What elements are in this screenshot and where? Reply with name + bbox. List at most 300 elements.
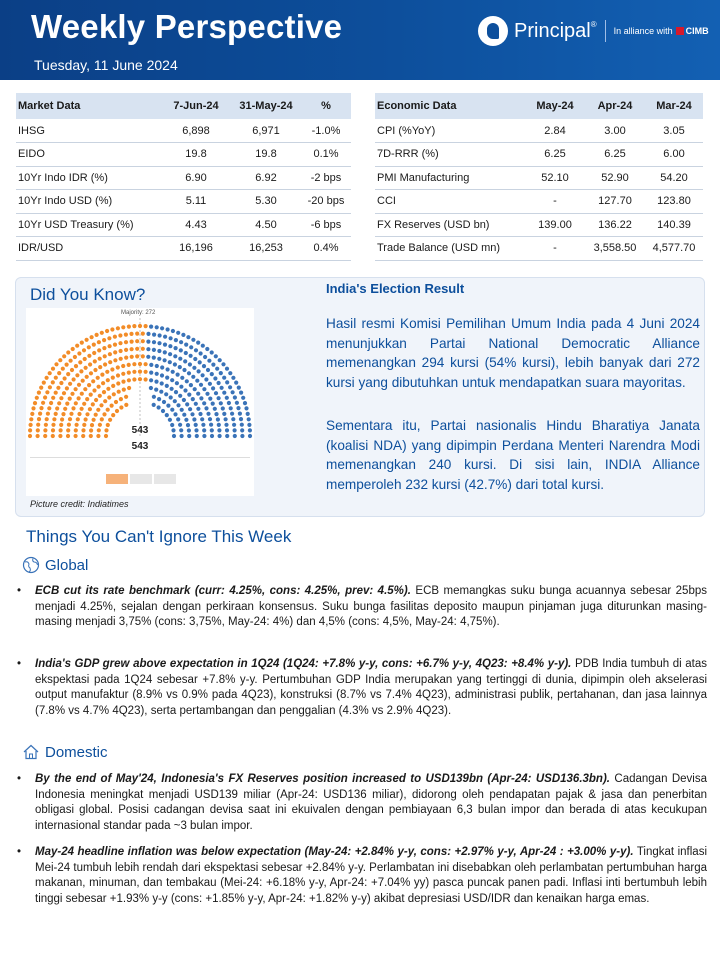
seat-dot	[172, 434, 176, 438]
seat-dot	[51, 380, 55, 384]
seat-dot	[220, 386, 224, 390]
seat-dot	[194, 428, 198, 432]
seat-dot	[165, 413, 169, 417]
seat-dot	[188, 407, 192, 411]
seat-dot	[149, 363, 153, 367]
seat-dot	[184, 343, 188, 347]
seat-dot	[98, 357, 102, 361]
seat-total-a: 543	[131, 425, 149, 436]
seat-dot	[58, 434, 62, 438]
seat-dot	[162, 400, 166, 404]
seat-dot	[124, 356, 128, 360]
seat-dot	[59, 381, 63, 385]
cimb-logo-icon	[676, 27, 684, 35]
seat-dot	[160, 365, 164, 369]
seat-dot	[234, 381, 238, 385]
seat-dot	[77, 396, 81, 400]
economic-row-label: FX Reserves (USD bn)	[375, 213, 525, 237]
seat-dot	[31, 406, 35, 410]
economic-row	[375, 166, 703, 190]
seat-dot	[231, 417, 235, 421]
seat-dot	[141, 354, 145, 358]
seat-dot	[214, 354, 218, 358]
seat-dot	[166, 367, 170, 371]
seat-dot	[43, 395, 47, 399]
seat-dot	[197, 369, 201, 373]
seat-dot	[171, 370, 175, 374]
seat-total-b: 543	[131, 441, 149, 452]
seat-dot	[236, 406, 240, 410]
seat-dot	[152, 333, 156, 337]
seat-dot	[91, 379, 95, 383]
seat-dot	[130, 355, 134, 359]
seat-dot	[171, 428, 175, 432]
seat-dot	[96, 434, 100, 438]
seat-dot	[35, 396, 39, 400]
market-cell: 0.4%	[301, 237, 351, 261]
seat-dot	[87, 345, 91, 349]
seat-dot	[33, 401, 37, 405]
seat-dot	[141, 332, 145, 336]
seat-dot	[219, 401, 223, 405]
seat-dot	[103, 362, 107, 366]
seat-dot	[28, 434, 32, 438]
seat-dot	[112, 392, 116, 396]
seat-dot	[51, 396, 55, 400]
seat-dot	[43, 428, 47, 432]
seat-dot	[248, 434, 252, 438]
seat-dot	[111, 384, 115, 388]
seat-dot	[41, 401, 45, 405]
economic-cell: 3.05	[645, 119, 703, 143]
seat-dot	[184, 351, 188, 355]
seat-dot	[193, 387, 197, 391]
seat-dot	[152, 340, 156, 344]
seat-dot	[69, 359, 73, 363]
seat-dot	[54, 391, 58, 395]
seat-dot	[138, 377, 142, 381]
seat-dot	[243, 401, 247, 405]
seat-dot	[45, 390, 49, 394]
seat-dot	[98, 394, 102, 398]
seat-dot	[92, 351, 96, 355]
economic-cell: 6.25	[525, 143, 585, 167]
seat-dot	[138, 370, 142, 374]
seat-dot	[183, 359, 187, 363]
seat-dot	[51, 428, 55, 432]
economic-cell: 52.10	[525, 166, 585, 190]
seat-dot	[116, 373, 120, 377]
seat-dot	[189, 383, 193, 387]
seat-dot	[110, 404, 114, 408]
seat-dot	[74, 434, 78, 438]
seat-dot	[205, 347, 209, 351]
seat-dot	[171, 329, 175, 333]
seat-dot	[206, 412, 210, 416]
seat-dot	[39, 406, 43, 410]
seat-dot	[182, 398, 186, 402]
seat-dot	[71, 406, 75, 410]
seat-dot	[116, 381, 120, 385]
seat-dot	[174, 390, 178, 394]
seat-dot	[155, 364, 159, 368]
seat-dot	[37, 417, 41, 421]
seat-dot	[225, 434, 229, 438]
seat-dot	[138, 362, 142, 366]
market-cell: 4.43	[161, 213, 231, 237]
seat-dot	[211, 386, 215, 390]
news-item	[17, 584, 707, 631]
market-row-label: 10Yr Indo IDR (%)	[16, 166, 161, 190]
seat-dot	[98, 423, 102, 427]
seat-dot	[194, 402, 198, 406]
col-header: Market Data	[16, 93, 161, 119]
seat-dot	[119, 397, 123, 401]
seat-dot	[127, 378, 131, 382]
seat-dot	[59, 396, 63, 400]
seat-dot	[240, 423, 244, 427]
seat-dot	[104, 428, 108, 432]
market-cell: -2 bps	[301, 166, 351, 190]
seat-dot	[225, 367, 229, 371]
seat-dot	[132, 362, 136, 366]
home-icon	[22, 743, 40, 761]
seat-dot	[61, 412, 65, 416]
seat-dot	[82, 423, 86, 427]
brand-name: Principal®	[514, 19, 597, 42]
seat-dot	[61, 367, 65, 371]
market-cell: -6 bps	[301, 213, 351, 237]
seat-dot	[69, 412, 73, 416]
seat-dot	[224, 417, 228, 421]
seat-dot	[201, 423, 205, 427]
seat-dot	[57, 401, 61, 405]
seat-dot	[157, 405, 161, 409]
seat-dot	[230, 412, 234, 416]
economic-cell: 4,577.70	[645, 237, 703, 261]
seat-dot	[225, 396, 229, 400]
seat-dot	[175, 381, 179, 385]
principal-logo-icon	[478, 16, 508, 46]
seat-dot	[214, 412, 218, 416]
seat-dot	[200, 417, 204, 421]
seat-dot	[122, 388, 126, 392]
seat-dot	[77, 383, 81, 387]
seat-dot	[79, 369, 83, 373]
seat-dot	[169, 395, 173, 399]
market-cell: 16,253	[231, 237, 301, 261]
bullet: •	[17, 773, 22, 785]
seat-dot	[187, 393, 191, 397]
seat-dot	[186, 423, 190, 427]
seat-dot	[96, 376, 100, 380]
seat-dot	[149, 325, 153, 329]
seat-dot	[65, 386, 69, 390]
seat-dot	[163, 335, 167, 339]
seat-dot	[201, 373, 205, 377]
seat-dot	[124, 395, 128, 399]
did-you-know-title: Did You Know?	[30, 285, 146, 304]
col-header: 7-Jun-24	[161, 93, 231, 119]
seat-dot	[92, 418, 96, 422]
global-section-heading	[22, 556, 88, 574]
market-row	[16, 166, 351, 190]
seat-dot	[94, 398, 98, 402]
seat-dot	[199, 396, 203, 400]
seat-dot	[173, 362, 177, 366]
seat-dot	[102, 412, 106, 416]
seat-dot	[99, 403, 103, 407]
seat-dot	[121, 372, 125, 376]
news-headline: India's GDP grew above expectation in 1Q24 (1Q24: +7.8% y-y, cons: +6.7% y-y, 4Q23: +8.4% y-y).	[35, 658, 572, 670]
seat-dot	[113, 350, 117, 354]
seat-dot	[208, 382, 212, 386]
seat-dot	[80, 341, 84, 345]
seat-dot	[214, 391, 218, 395]
seat-dot	[231, 390, 235, 394]
seat-dot	[199, 351, 203, 355]
seat-dot	[48, 385, 52, 389]
bullet: •	[17, 846, 22, 858]
seat-dot	[124, 348, 128, 352]
seat-dot	[187, 371, 191, 375]
seat-dot	[81, 379, 85, 383]
news-item	[17, 657, 707, 719]
seat-dot	[115, 409, 119, 413]
seat-dot	[95, 333, 99, 337]
seat-dot	[65, 402, 69, 406]
seat-dot	[103, 354, 107, 358]
market-cell: 6,971	[231, 119, 301, 143]
seat-dot	[164, 392, 168, 396]
seat-dot	[67, 423, 71, 427]
seat-dot	[74, 364, 78, 368]
seat-dot	[182, 368, 186, 372]
seat-dot	[176, 403, 180, 407]
news-headline: May-24 headline inflation was below expectation (May-24: +2.84% y-y, cons: +2.97% y-y, Apr-24 : +3.00% y-y).	[35, 846, 634, 858]
seat-dot	[113, 343, 117, 347]
seat-dot	[168, 344, 172, 348]
bullet: •	[17, 658, 22, 670]
seat-dot	[169, 336, 173, 340]
seat-dot	[66, 372, 70, 376]
seat-dot	[217, 428, 221, 432]
seat-dot	[42, 381, 46, 385]
seat-dot	[168, 352, 172, 356]
seat-dot	[37, 391, 41, 395]
page-title: Weekly Perspective	[31, 8, 343, 45]
economic-row-label: 7D-RRR (%)	[375, 143, 525, 167]
seat-dot	[179, 385, 183, 389]
seat-dot	[191, 375, 195, 379]
seat-dot	[192, 417, 196, 421]
seat-dot	[132, 324, 136, 328]
seat-dot	[28, 428, 32, 432]
seat-dot	[166, 327, 170, 331]
seat-dot	[47, 406, 51, 410]
seat-dot	[244, 406, 248, 410]
seat-dot	[146, 332, 150, 336]
seat-dot	[54, 376, 58, 380]
seat-dot	[118, 333, 122, 337]
seat-dot	[233, 428, 237, 432]
seat-dot	[88, 407, 92, 411]
seat-dot	[152, 356, 156, 360]
seat-dot	[233, 434, 237, 438]
seat-dot	[157, 357, 161, 361]
seat-dot	[158, 333, 162, 337]
seat-dot	[202, 387, 206, 391]
seat-dot	[30, 412, 34, 416]
seat-dot	[228, 371, 232, 375]
news-item	[17, 772, 707, 834]
seat-dot	[149, 378, 153, 382]
seat-dot	[74, 387, 78, 391]
legend-swatch-other	[130, 474, 152, 484]
market-cell: 6,898	[161, 119, 231, 143]
market-cell: 6.90	[161, 166, 231, 190]
market-cell: 0.1%	[301, 143, 351, 167]
seat-dot	[66, 434, 70, 438]
news-body: Tingkat inflasi Mei-24 tumbuh lebih rendah dari ekspektasi sebesar +2.84% y-y. Perlambatan ini disebabkan oleh perlambatan pertumbuhan harga makanan, minuman, dan tembakau (Mei-24: +6.18% y-y, Apr-24: +7.04% yy) pasca puncak panen padi. Inflasi inti bertumbuh lebih tinggi sebesar +1.93% y-y (cons: +1.85% y-y, Apr-24: +1.82% y-y) akibat depresiasi USD/IDR dan kenaikan harga emas.	[35, 846, 707, 905]
seat-dot	[88, 362, 92, 366]
seat-dot	[163, 358, 167, 362]
seat-dot	[55, 406, 59, 410]
seat-dot	[193, 357, 197, 361]
seat-dot	[227, 401, 231, 405]
seat-dot	[178, 365, 182, 369]
seat-dot	[178, 357, 182, 361]
seat-dot	[210, 428, 214, 432]
news-headline: ECB cut its rate benchmark (curr: 4.25%, cons: 4.25%, prev: 4.5%).	[35, 585, 411, 597]
seat-dot	[63, 376, 67, 380]
market-row-label: 10Yr USD Treasury (%)	[16, 213, 161, 237]
market-data-table	[16, 93, 351, 261]
seat-dot	[108, 418, 112, 422]
seat-dot	[180, 408, 184, 412]
seat-dot	[113, 335, 117, 339]
market-cell: 6.92	[231, 166, 301, 190]
economic-data-table	[375, 93, 703, 261]
economic-cell: 136.22	[585, 213, 645, 237]
seat-dot	[36, 428, 40, 432]
parliament-seat-image	[26, 308, 254, 496]
seat-dot	[168, 418, 172, 422]
economic-row-label: CPI (%YoY)	[375, 119, 525, 143]
legend-swatch-india	[154, 474, 176, 484]
seat-dot	[195, 434, 199, 438]
seat-dot	[221, 362, 225, 366]
chart-divider	[30, 457, 250, 458]
seat-dot	[92, 343, 96, 347]
seat-dot	[39, 386, 43, 390]
economic-row	[375, 213, 703, 237]
seat-dot	[196, 392, 200, 396]
seat-dot	[213, 407, 217, 411]
seat-dot	[173, 354, 177, 358]
seat-dot	[183, 388, 187, 392]
seat-dot	[119, 349, 123, 353]
seat-dot	[247, 417, 251, 421]
seat-dot	[114, 400, 118, 404]
economic-cell: 3.00	[585, 119, 645, 143]
seat-dot	[210, 434, 214, 438]
seat-dot	[170, 423, 174, 427]
seat-dot	[232, 423, 236, 427]
seat-dot	[231, 376, 235, 380]
col-header: Economic Data	[375, 93, 525, 119]
seat-dot	[235, 401, 239, 405]
market-row-label: IHSG	[16, 119, 161, 143]
seat-dot	[29, 417, 33, 421]
seat-dot	[204, 377, 208, 381]
seat-dot	[225, 428, 229, 432]
seat-dot	[46, 412, 50, 416]
india-election-paragraph-1: Hasil resmi Komisi Pemilihan Umum India pada 4 Juni 2024 menunjukkan Partai National Democratic Alliance memenangkan 294 kursi (54% kursi), lebih banyak dari 272 kursi yang dibutuhkan untuk mendapatkan suara mayoritas.	[326, 316, 700, 390]
seat-dot	[85, 338, 89, 342]
seat-dot	[124, 340, 128, 344]
seat-dot	[130, 347, 134, 351]
seat-dot	[60, 417, 64, 421]
seat-dot	[87, 354, 91, 358]
header-banner	[0, 0, 720, 80]
seat-dot	[222, 376, 226, 380]
seat-dot	[100, 417, 104, 421]
seat-dot	[141, 347, 145, 351]
bullet: •	[17, 585, 22, 597]
seat-dot	[82, 348, 86, 352]
seat-dot	[204, 406, 208, 410]
seat-dot	[210, 372, 214, 376]
seat-dot	[194, 348, 198, 352]
seat-dot	[82, 402, 86, 406]
seat-dot	[163, 343, 167, 347]
economic-cell: 2.84	[525, 119, 585, 143]
market-row	[16, 119, 351, 143]
seat-dot	[180, 434, 184, 438]
seat-dot	[111, 376, 115, 380]
seat-dot	[160, 381, 164, 385]
seat-dot	[173, 412, 177, 416]
seat-dot	[119, 405, 123, 409]
seat-dot	[108, 352, 112, 356]
seat-dot	[195, 379, 199, 383]
seat-dot	[188, 362, 192, 366]
seat-dot	[155, 325, 159, 329]
market-cell: 16,196	[161, 237, 231, 261]
seat-dot	[160, 326, 164, 330]
seat-dot	[192, 366, 196, 370]
seat-dot	[94, 413, 98, 417]
seat-dot	[77, 351, 81, 355]
seat-dot	[89, 393, 93, 397]
news-body: ECB memangkas suku bunga acuannya sebesar 25bps menjadi 4.25%, sejalan dengan perkiraan konsensus. Suku bunga fasilitas deposito maupun pinjaman juga diturunkan masing-masing menjadi 3,75% (cons: 3,75%, May-24: 4%) dan 4,5% (cons: 4,5%, May-24: 4,75%).	[35, 585, 707, 629]
seat-dot	[89, 434, 93, 438]
news-body: PDB India tumbuh di atas ekspektasi pada 1Q24 sebesar +7.8% y-y. Pertumbuhan GDP India merupakan yang tertinggi di dunia, dipimpin oleh akselerasi output manufaktur (8.9% vs 0.9% pada 4Q23), konstruksi (8.7% vs 7.4% 4Q23), administrasi publik, pertahanan, dan jasa lainnya (7.8% vs 4.7% 4Q23), serta pertambangan dan penggalian (4.3% vs 2.9% 4Q23).	[35, 658, 708, 717]
news-item	[17, 845, 707, 907]
seat-dot	[217, 423, 221, 427]
news-headline: By the end of May'24, Indonesia's FX Reserves position increased to USD139bn (Apr-24: USD136.3bn).	[35, 773, 610, 785]
seat-dot	[85, 397, 89, 401]
seat-dot	[221, 406, 225, 410]
seat-dot	[206, 368, 210, 372]
seat-dot	[201, 344, 205, 348]
market-row-label: EIDO	[16, 143, 161, 167]
seat-dot	[187, 434, 191, 438]
seat-dot	[121, 364, 125, 368]
seat-dot	[83, 387, 87, 391]
seat-dot	[97, 385, 101, 389]
